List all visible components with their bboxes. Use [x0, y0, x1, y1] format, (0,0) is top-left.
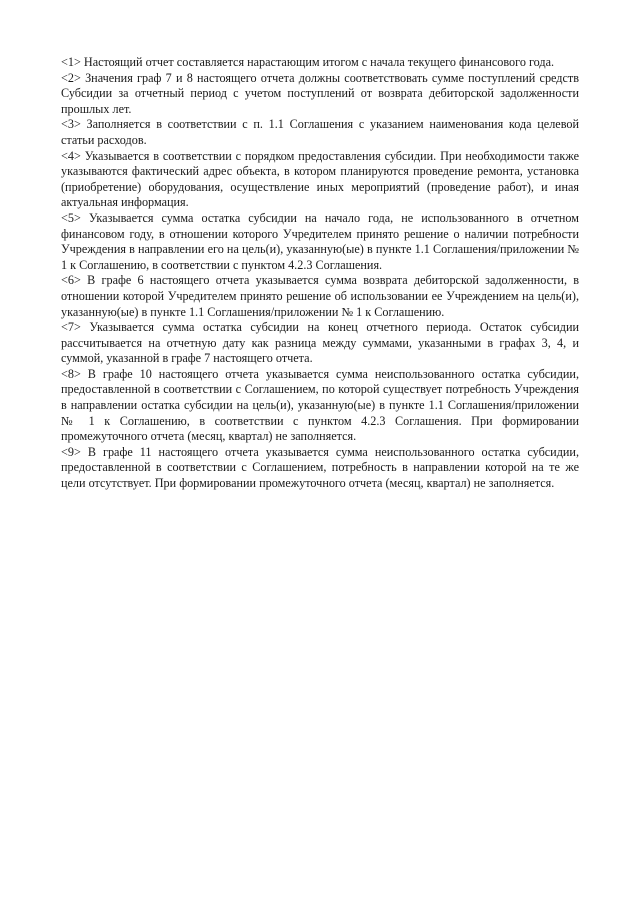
- footnote-4: <4> Указывается в соответствии с порядком предоставления субсидии. При необходимости также указываются фактический адрес объекта, в котором планируются проведение ремонта, установка (приобретение) оборудования, осуществление иных мероприятий (проведение работ), и иная актуальная информация.: [61, 148, 579, 210]
- footnote-6: <6> В графе 6 настоящего отчета указывается сумма возврата дебиторской задолженности, в отношении которой Учредителем принято решение об использовании ее Учреждением на цель(и), указанную(ые) в пункте 1.1 Соглашения/приложении № 1 к Соглашению.: [61, 273, 579, 319]
- footnote-5: <5> Указывается сумма остатка субсидии на начало года, не использованного в отчетном финансовом году, в отношении которого Учредителем принято решение о наличии потребности Учреждения в направлении его на цель(и), указанную(ые) в пункте 1.1 Соглашения/приложении № 1 к Соглашению, в соответствии с пунктом 4.2.3 Соглашения.: [61, 210, 579, 272]
- footnote-1: <1> Настоящий отчет составляется нарастающим итогом с начала текущего финансового года.: [61, 55, 555, 69]
- footnote-8: <8> В графе 10 настоящего отчета указывается сумма неиспользованного остатка субсидии, предоставленной в соответствии с Соглашением, по которой существует потребность Учреждения в направлении остатка субсидии на цель(и), указанную(ые) в пункте 1.1 Соглашения/приложении № 1 к Соглашению, в соответствии с пунктом 4.2.3 Соглашения. При формировании промежуточного отчета (месяц, квартал) не заполняется.: [61, 366, 579, 444]
- footnote-7: <7> Указывается сумма остатка субсидии на конец отчетного периода. Остаток субсидии рассчитывается на отчетную дату как разница между суммами, указанными в графах 3, 4, и суммой, указанной в графе 7 настоящего отчета.: [61, 320, 579, 366]
- footnote-2: <2> Значения граф 7 и 8 настоящего отчета должны соответствовать сумме поступлений средств Субсидии за отчетный период с учетом поступлений от возврата дебиторской задолженности прошлых лет.: [61, 70, 579, 116]
- footnote-9: <9> В графе 11 настоящего отчета указывается сумма неиспользованного остатка субсидии, предоставленной в соответствии с Соглашением, потребность в направлении которой на те же цели отсутствует. При формировании промежуточного отчета (месяц, квартал) не заполняется.: [61, 444, 579, 491]
- footnotes-block: [61, 55, 579, 492]
- footnote-3: <3> Заполняется в соответствии с п. 1.1 Соглашения с указанием наименования кода целевой статьи расходов.: [61, 117, 579, 147]
